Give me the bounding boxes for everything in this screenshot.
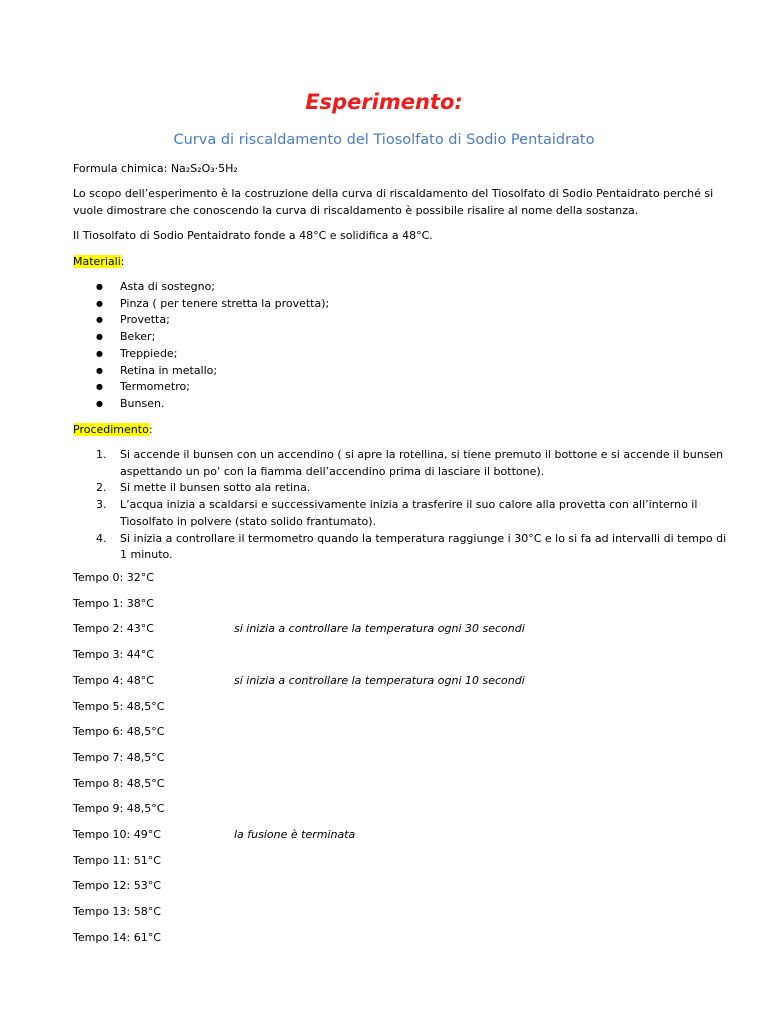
- materials-list-item: ● Provetta;: [96, 312, 329, 329]
- reading-row: Tempo 0: 32°C: [73, 571, 154, 584]
- melting-fact: Il Tiosolfato di Sodio Pentaidrato fonde a 48°C e solidifica a 48°C.: [73, 229, 433, 242]
- reading-row: Tempo 5: 48,5°C: [73, 700, 165, 713]
- procedure-step-text: Si inizia a controllare il termometro quando la temperatura raggiunge i 30°C e lo si fa ad intervalli di tempo di: [120, 531, 727, 545]
- procedure-step-text: L’acqua inizia a scaldarsi e successivamente inizia a trasferire il suo calore alla provetta con all’interno il: [120, 498, 698, 512]
- procedure-step-text: Si accende il bunsen con un accendino ( si apre la rotellina, si tiene premuto il bottone e si accende il bunsen: [120, 448, 724, 461]
- materials-list-item: ● Termometro;: [96, 379, 329, 396]
- reading-note: la fusione è terminata: [234, 828, 356, 841]
- materials-list-item: ● Bunsen.: [96, 396, 329, 413]
- procedure-heading-colon: :: [148, 423, 153, 436]
- procedure-step: [96, 447, 726, 480]
- reading-row: Tempo 7: 48,5°C: [73, 751, 165, 764]
- procedure-heading: [73, 422, 153, 438]
- reading-row: Tempo 11: 51°C: [73, 854, 161, 867]
- page-title: Esperimento:: [305, 90, 463, 114]
- procedure-step-number: 2.: [96, 481, 107, 495]
- procedure-step: [96, 531, 726, 564]
- scope-paragraph-line-1: Lo scopo dell’esperimento è la costruzione della curva di riscaldamento del Tiosolfato di Sodio Pentaidrato perché si: [73, 187, 714, 200]
- procedure-step-text: Tiosolfato in polvere (stato solido frantumato).: [120, 514, 377, 528]
- reading-row: Tempo 8: 48,5°C: [73, 777, 165, 790]
- procedure-step: [96, 497, 726, 530]
- procedure-step-text: aspettando un po’ con la fiamma dell’accendino prima di lasciare il bottone).: [120, 464, 545, 478]
- materials-heading: [73, 254, 124, 270]
- procedure-step-text: 1 minuto.: [120, 548, 173, 562]
- materials-heading-label: Materiali: [73, 255, 121, 268]
- procedure-step-number: 1.: [96, 448, 107, 461]
- materials-list-item: ● Retina in metallo;: [96, 363, 329, 380]
- reading-note: si inizia a controllare la temperatura ogni 10 secondi: [234, 674, 525, 687]
- materials-list-item: ● Treppiede;: [96, 346, 329, 363]
- procedure-list: [96, 447, 726, 564]
- reading-row: Tempo 6: 48,5°C: [73, 725, 165, 738]
- reading-row: Tempo 14: 61°C: [73, 931, 161, 944]
- reading-row: Tempo 10: 49°C: [73, 828, 161, 841]
- page-subtitle: Curva di riscaldamento del Tiosolfato di Sodio Pentaidrato: [173, 132, 595, 148]
- procedure-step-number: 3.: [96, 498, 107, 512]
- reading-row: Tempo 4: 48°C: [73, 674, 154, 687]
- reading-row: Tempo 9: 48,5°C: [73, 802, 165, 815]
- reading-row: Tempo 2: 43°C: [73, 622, 154, 635]
- reading-row: Tempo 13: 58°C: [73, 905, 161, 918]
- reading-row: Tempo 1: 38°C: [73, 597, 154, 610]
- procedure-step-number: 4.: [96, 531, 107, 545]
- reading-note: si inizia a controllare la temperatura ogni 30 secondi: [234, 622, 525, 635]
- chemical-formula: Formula chimica: Na₂S₂O₃·5H₂: [73, 162, 238, 175]
- reading-row: Tempo 3: 44°C: [73, 648, 154, 661]
- materials-list-item: ● Pinza ( per tenere stretta la provetta);: [96, 296, 329, 313]
- materials-list: [96, 279, 329, 413]
- scope-paragraph-line-2: vuole dimostrare che conoscendo la curva di riscaldamento è possibile risalire al nome della sostanza.: [73, 204, 639, 217]
- materials-list-item: ● Beker;: [96, 329, 329, 346]
- reading-row: Tempo 12: 53°C: [73, 879, 161, 892]
- procedure-step-text: Si mette il bunsen sotto ala retina.: [120, 481, 311, 495]
- procedure-heading-label: Procedimento: [73, 423, 149, 436]
- materials-heading-colon: :: [120, 255, 125, 268]
- procedure-step: [96, 480, 726, 497]
- materials-list-item: ● Asta di sostegno;: [96, 279, 329, 296]
